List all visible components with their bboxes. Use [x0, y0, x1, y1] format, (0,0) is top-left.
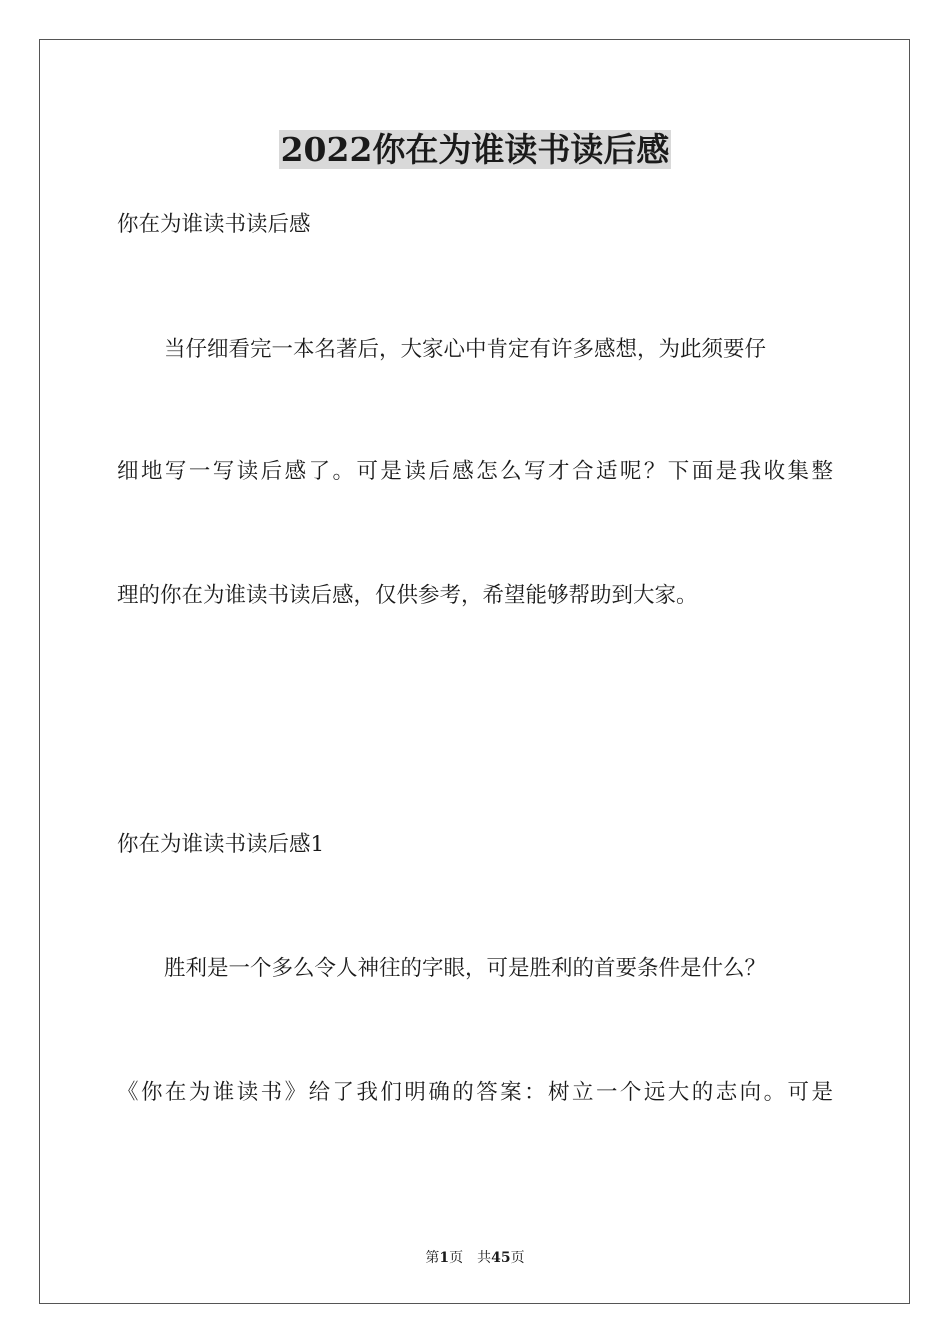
section-heading: 你在为谁读书读后感1 [117, 832, 325, 857]
footer-total-prefix: 共 [477, 1250, 492, 1266]
paragraph-line: 细地写一写读后感了。可是读后感怎么写才合适呢？下面是我收集整 [117, 459, 833, 484]
paragraph-line: 当仔细看完一本名著后，大家心中肯定有许多感想，为此须要仔 [164, 337, 767, 362]
footer-page-suffix: 页 [449, 1250, 464, 1266]
document-title [0, 128, 950, 172]
paragraph-line: 《你在为谁读书》给了我们明确的答案：树立一个远大的志向。可是 [117, 1080, 833, 1105]
paragraph-line: 胜利是一个多么令人神往的字眼，可是胜利的首要条件是什么？ [164, 956, 767, 981]
paragraph-line: 理的你在为谁读书读后感，仅供参考，希望能够帮助到大家。 [117, 583, 698, 608]
document-subtitle: 你在为谁读书读后感 [117, 212, 311, 237]
footer-total-suffix: 页 [510, 1250, 525, 1266]
footer-page-prefix: 第 [425, 1250, 440, 1266]
document-title-text: 2022你在为谁读书读后感 [280, 130, 670, 169]
footer-page-current: 1 [439, 1250, 450, 1266]
footer-page-total: 45 [491, 1250, 511, 1266]
page-footer [0, 1248, 950, 1268]
